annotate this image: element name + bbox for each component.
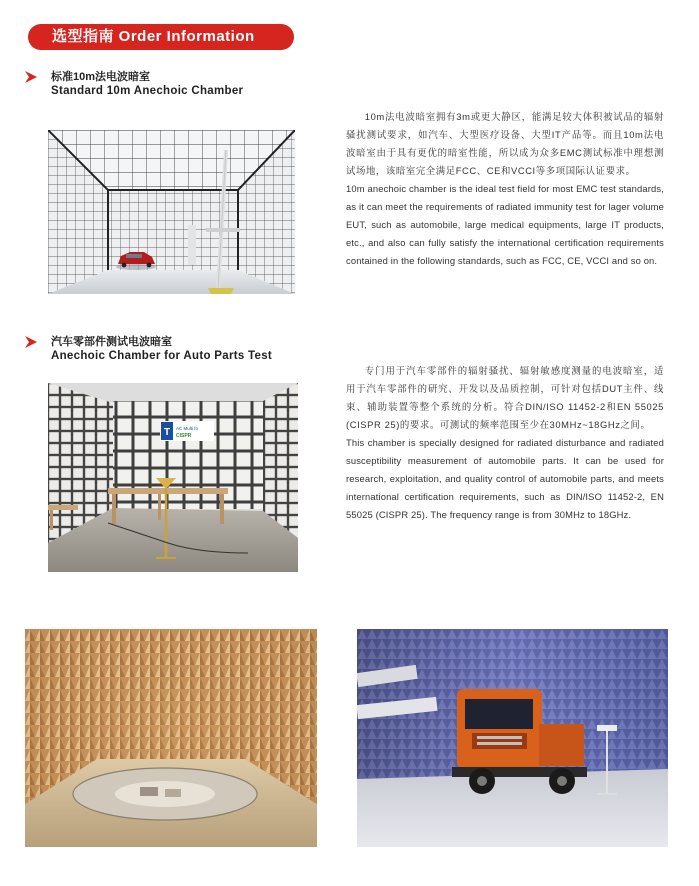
photo-auto-parts-chamber xyxy=(48,383,298,572)
section-title-cn: 汽车零部件测试电波暗室 xyxy=(51,336,172,348)
sign-text-line2: CISPR xyxy=(176,433,192,439)
photo-absorber-chamber-turntable xyxy=(25,629,317,847)
body-text-en: 10m anechoic chamber is the ideal test field for most EMC test standards, as it can meet the requirements of radiated immunity test for lager volume EUT, such as automobile, large medical equipments, large IT products, etc., and also can fully satisfy the international certification requirements contained in the following standards, such as FCC, CE, VCCI and so on. xyxy=(346,183,664,266)
section-body-auto-parts xyxy=(346,362,664,524)
photo-truck-chamber xyxy=(357,629,668,847)
section-title-en: Standard 10m Anechoic Chamber xyxy=(51,85,244,97)
body-text-cn: 专门用于汽车零部件的辐射骚扰、辐射敏感度测量的电波暗室，适用于汽车零部件的研究、开发以及品质控制，可针对包括DUT主件、线束、辅助装置等整个系统的分析。符合DIN/ISO 11452-2和EN 55025 (CISPR 25)的要求。可测试的频率范围至少在30MHz~18GHz之间。 xyxy=(346,365,664,430)
sign-text-line1: AC Multi fo xyxy=(176,426,199,431)
section-body-10m-chamber xyxy=(346,108,664,270)
section-arrow-icon xyxy=(24,70,38,84)
section-title-en: Anechoic Chamber for Auto Parts Test xyxy=(51,350,273,362)
body-text-cn: 10m法电波暗室拥有3m或更大静区，能满足较大体积被试品的辐射骚扰测试要求，如汽车、大型医疗设备、大型IT产品等。而且10m法电波暗室由于具有更优的暗室性能，所以成为众多EMC测试标准中理想测试场地，该暗室完全满足FCC、CE和VCCI等多项国际认证要求。 xyxy=(346,111,664,176)
svg-text:T: T xyxy=(164,427,171,438)
section-title-cn: 标准10m法电波暗室 xyxy=(51,71,151,83)
section-arrow-icon xyxy=(24,335,38,349)
photo-10m-chamber xyxy=(48,130,295,294)
body-text-en: This chamber is specially designed for radiated disturbance and radiated susceptibility measurement of automobile parts. It can be used for research, exploitation, and quality control of automobile parts, and meets international certification requirements, such as DIN/ISO 11452-2, EN 55025 (CISPR 25). The frequency range is from 30MHz to 18GHz. xyxy=(346,437,664,520)
order-information-banner: 选型指南 Order Information xyxy=(28,24,294,50)
